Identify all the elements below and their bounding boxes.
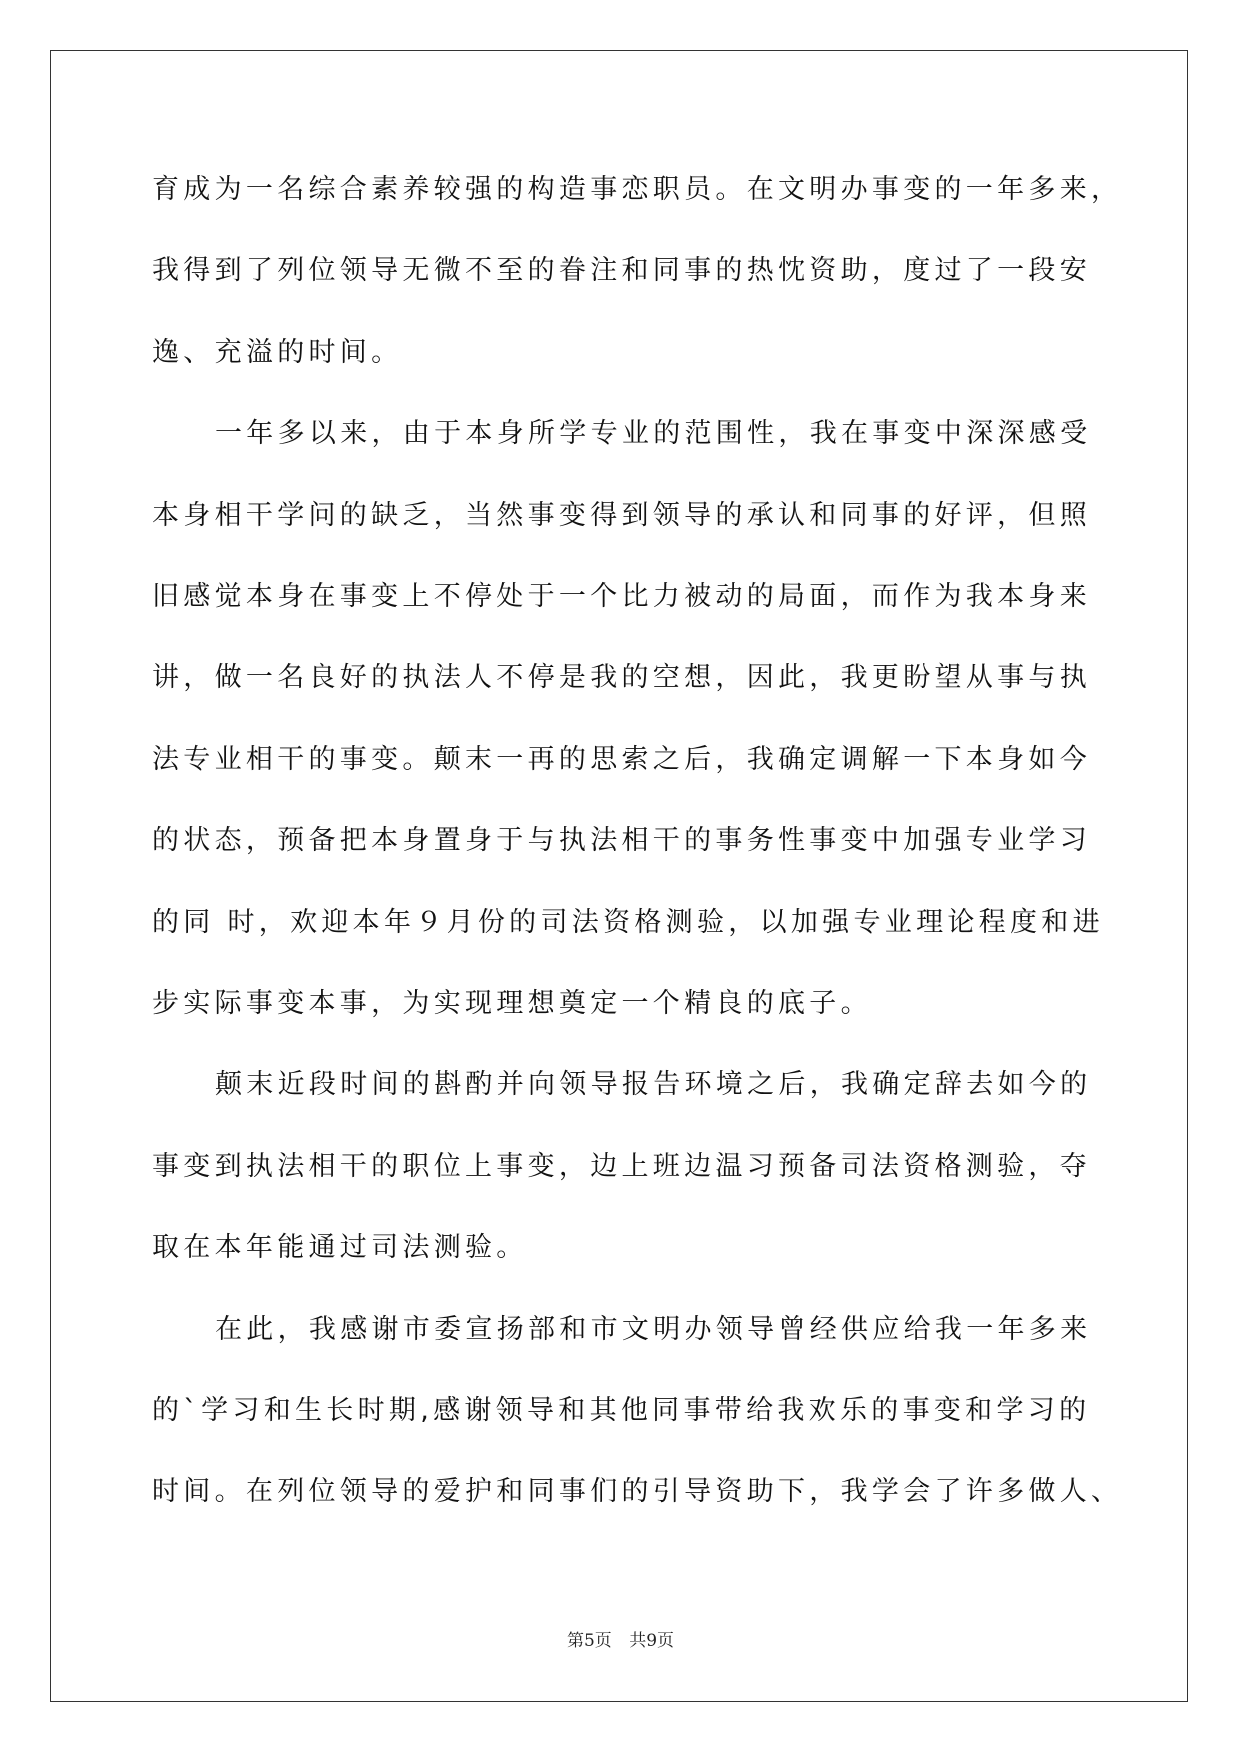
text-line: 育成为一名综合素养较强的构造事恋职员。在文明办事变的一年多来， — [152, 174, 1123, 205]
text-line: 我得到了列位领导无微不至的眷注和同事的热忱资助，度过了一段安 — [152, 255, 1091, 287]
text-line: 步实际事变本事，为实现理想奠定一个精良的底子。 — [152, 988, 872, 1019]
page-number: 第5页 — [566, 1631, 612, 1651]
text-line: 颠末近段时间的斟酌并向领导报告环境之后，我确定辞去如今的 — [215, 1069, 1092, 1101]
page-total: 共9页 — [629, 1631, 675, 1651]
text-line: 的同 时，欢迎本年９月份的司法资格测验，以加强专业理论程度和进 — [152, 906, 1104, 938]
text-line: 法专业相干的事变。颠末一再的思索之后，我确定调解一下本身如今 — [152, 743, 1091, 775]
text-line: 事变到执法相干的职位上事变，边上班边温习预备司法资格测验，夺 — [152, 1150, 1091, 1182]
text-line: 的`学习和生长时期,感谢领导和其他同事带给我欢乐的事变和学习的 — [152, 1395, 1091, 1426]
text-line: 本身相干学问的缺乏，当然事变得到领导的承认和同事的好评，但照 — [152, 499, 1091, 531]
text-line: 旧感觉本身在事变上不停处于一个比力被动的局面，而作为我本身来 — [152, 581, 1091, 612]
text-line: 时间。在列位领导的爱护和同事们的引导资助下，我学会了许多做人、 — [152, 1476, 1123, 1508]
text-line: 的状态，预备把本身置身于与执法相干的事务性事变中加强专业学习 — [152, 825, 1091, 857]
page-border — [50, 50, 1188, 1702]
text-line: 取在本年能通过司法测验。 — [152, 1232, 528, 1264]
page-footer — [0, 1626, 1241, 1651]
text-line: 一年多以来，由于本身所学专业的范围性，我在事变中深深感受 — [215, 418, 1092, 450]
text-line: 逸、充溢的时间。 — [152, 336, 403, 368]
text-line: 在此，我感谢市委宣扬部和市文明办领导曾经供应给我一年多来 — [215, 1313, 1092, 1345]
text-line: 讲，做一名良好的执法人不停是我的空想，因此，我更盼望从事与执 — [152, 662, 1091, 694]
